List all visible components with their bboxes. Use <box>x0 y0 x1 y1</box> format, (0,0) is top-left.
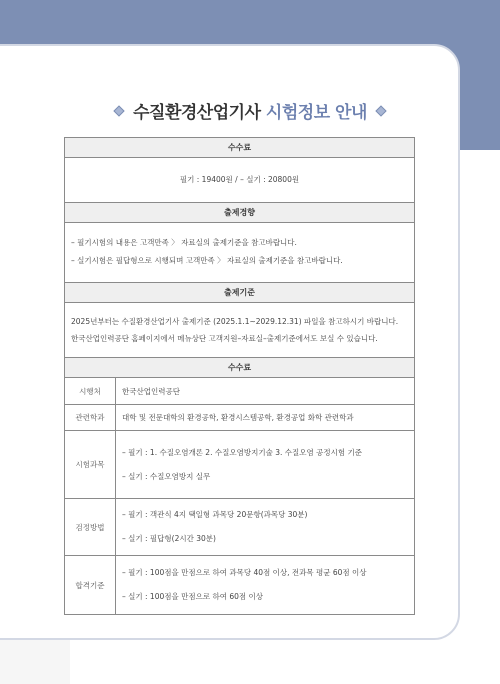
standard-line: 한국산업인력공단 홈페이지에서 메뉴상단 고객지원–자료실–출제기준에서도 보실 수 있습니다. <box>71 334 378 343</box>
trend-item: – 실기시험은 필답형으로 시행되며 고객만족 〉 자료실의 출제기준을 참고바랍니다. <box>71 256 343 265</box>
table-row <box>65 499 414 556</box>
details-heading: 수수료 <box>65 358 414 378</box>
exam-info-table <box>64 137 415 615</box>
row-value-text: 대학 및 전문대학의 환경공학, 환경시스템공학, 환경공업 화학 관련학과 <box>122 413 354 422</box>
row-label: 시행처 <box>65 378 116 404</box>
row-label: 관련학과 <box>65 405 116 430</box>
row-value <box>116 431 368 498</box>
standard-heading: 출제기준 <box>65 283 414 303</box>
row-value-text: – 필기 : 1. 수질오염개론 2. 수질오염방지기술 3. 수질오염 공정시험 기준 <box>122 447 362 457</box>
fee-heading: 수수료 <box>65 138 414 158</box>
trend-item: – 필기시험의 내용은 고객만족 〉 자료실의 출제기준을 참고바랍니다. <box>71 238 297 247</box>
table-row <box>65 378 414 405</box>
row-value-text: – 실기 : 수질오염방지 실무 <box>122 471 211 481</box>
row-value-text: 한국산업인력공단 <box>122 386 180 396</box>
row-value-text: – 실기 : 필답형(2시간 30분) <box>122 534 216 543</box>
title-accent: 시험정보 안내 <box>265 103 367 123</box>
table-row <box>65 431 414 499</box>
standard-body <box>65 303 414 358</box>
row-label: 검정방법 <box>65 499 116 555</box>
table-row <box>65 556 414 614</box>
standard-line: 2025년부터는 수질환경산업기사 출제기준 (2025.1.1~2029.12.31) 파일을 참고하시기 바랍니다. <box>71 317 399 326</box>
trend-body <box>65 223 414 283</box>
title-main: 수질환경산업기사 <box>133 103 261 123</box>
row-value <box>116 378 186 404</box>
row-value <box>116 556 373 614</box>
row-value-text: – 필기 : 100점을 만점으로 하여 과목당 40점 이상, 전과목 평균 60점 이상 <box>122 568 367 577</box>
fee-text: 필기 : 19400원 / – 실기 : 20800원 <box>65 158 414 203</box>
row-label: 시험과목 <box>65 431 116 498</box>
row-value-text: – 실기 : 100점을 만점으로 하여 60점 이상 <box>122 592 264 601</box>
row-value <box>116 405 360 430</box>
page-title <box>0 98 500 123</box>
trend-heading: 출제경향 <box>65 203 414 223</box>
diamond-bullet-icon <box>113 105 124 116</box>
row-label: 합격기준 <box>65 556 116 614</box>
diamond-bullet-icon <box>375 105 386 116</box>
row-value-text: – 필기 : 객관식 4지 택일형 과목당 20문항(과목당 30분) <box>122 510 308 519</box>
table-row <box>65 405 414 431</box>
row-value <box>116 499 313 555</box>
